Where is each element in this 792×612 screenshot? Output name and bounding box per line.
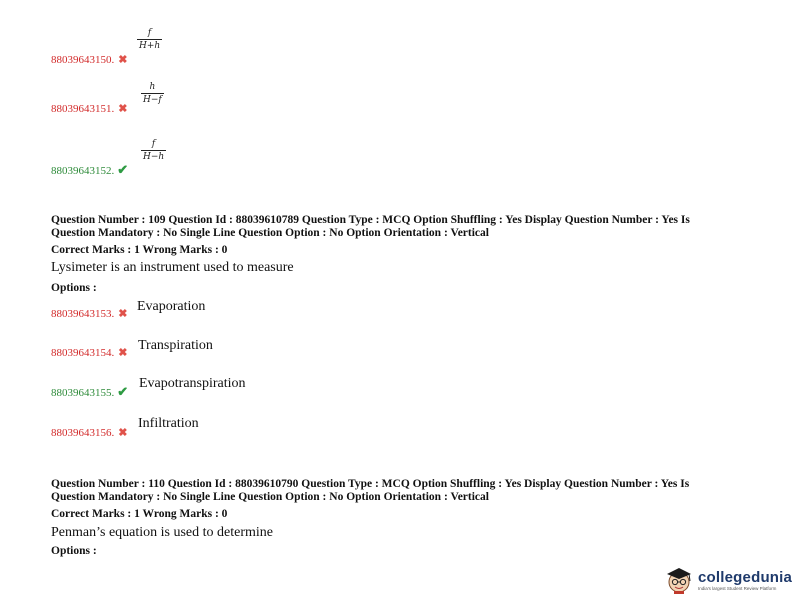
question-110-text: Penman’s equation is used to determine bbox=[51, 525, 274, 540]
meta-line-1: Question Number : 110 Question Id : 88039610790 Question Type : MCQ Option Shuffling : Yes Display Question Number : Yes Is bbox=[51, 478, 690, 490]
collegedunia-logo bbox=[664, 565, 792, 595]
question-109-meta bbox=[51, 214, 741, 240]
fraction-numerator: h bbox=[149, 82, 156, 92]
meta-line-2: Question Mandatory : No Single Line Question Option : No Option Orientation : Vertical bbox=[51, 227, 489, 239]
graduate-mascot-icon bbox=[664, 565, 694, 595]
logo-tagline: India's largest Student Review Platform bbox=[698, 586, 777, 591]
fraction-option-152 bbox=[141, 139, 166, 162]
question-110-marks: Correct Marks : 1 Wrong Marks : 0 bbox=[51, 508, 228, 520]
option-row-151 bbox=[51, 102, 127, 115]
cross-icon: ✖ bbox=[118, 308, 128, 320]
option-id: 88039643155. bbox=[51, 387, 115, 399]
question-110-meta bbox=[51, 478, 741, 504]
option-id: 88039643152. bbox=[51, 165, 115, 177]
option-id: 88039643156. bbox=[51, 427, 115, 439]
option-text-156: Infiltration bbox=[138, 416, 199, 431]
fraction-option-150 bbox=[137, 28, 162, 51]
question-109-options-label: Options : bbox=[51, 282, 97, 294]
option-row-156 bbox=[51, 426, 127, 439]
cross-icon: ✖ bbox=[118, 103, 128, 115]
fraction-denominator: H−h bbox=[143, 152, 165, 162]
option-id: 88039643153. bbox=[51, 308, 115, 320]
option-id: 88039643154. bbox=[51, 347, 115, 359]
option-row-155 bbox=[51, 384, 128, 400]
option-text-155: Evapotranspiration bbox=[139, 376, 246, 391]
question-109-text: Lysimeter is an instrument used to measure bbox=[51, 260, 294, 275]
option-row-154 bbox=[51, 346, 127, 359]
meta-line-2: Question Mandatory : No Single Line Question Option : No Option Orientation : Vertical bbox=[51, 491, 489, 503]
option-id: 88039643150. bbox=[51, 54, 115, 66]
cross-icon: ✖ bbox=[118, 427, 128, 439]
option-text-153: Evaporation bbox=[137, 299, 206, 314]
fraction-numerator: f bbox=[147, 28, 152, 38]
option-row-150 bbox=[51, 53, 127, 66]
question-109-marks: Correct Marks : 1 Wrong Marks : 0 bbox=[51, 244, 228, 256]
question-110-options-label: Options : bbox=[51, 545, 97, 557]
cross-icon: ✖ bbox=[118, 54, 128, 66]
fraction-option-151 bbox=[141, 82, 164, 105]
logo-wordmark: collegedunia bbox=[698, 569, 792, 586]
option-row-153 bbox=[51, 307, 127, 320]
option-id: 88039643151. bbox=[51, 103, 115, 115]
cross-icon: ✖ bbox=[118, 347, 128, 359]
check-icon: ✔ bbox=[117, 162, 129, 177]
fraction-denominator: H−f bbox=[143, 95, 162, 105]
check-icon: ✔ bbox=[117, 384, 129, 399]
fraction-denominator: H+h bbox=[139, 41, 161, 51]
fraction-numerator: f bbox=[151, 139, 156, 149]
option-row-152 bbox=[51, 162, 128, 178]
option-text-154: Transpiration bbox=[138, 338, 213, 353]
meta-line-1: Question Number : 109 Question Id : 88039610789 Question Type : MCQ Option Shuffling : Yes Display Question Number : Yes Is bbox=[51, 214, 690, 226]
